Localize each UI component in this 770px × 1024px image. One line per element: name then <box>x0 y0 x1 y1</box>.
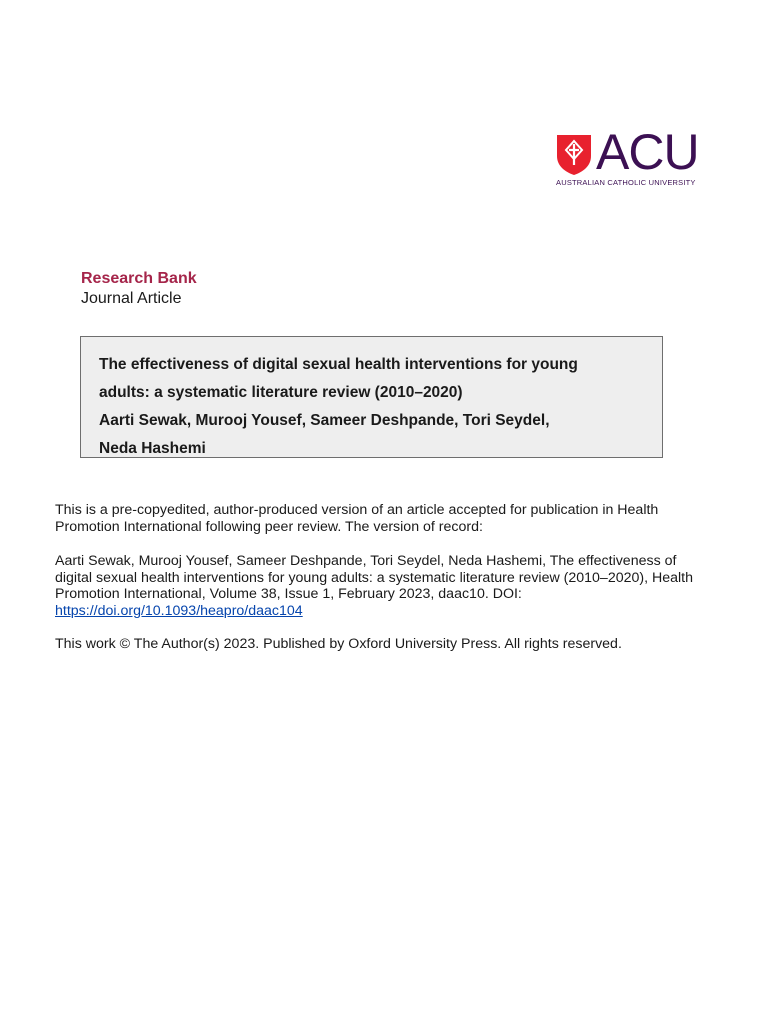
citation-line: Promotion International, Volume 38, Issue 1, February 2023, daac10. DOI: <box>55 586 522 602</box>
version-notice <box>55 502 745 535</box>
acu-logo <box>556 124 726 190</box>
citation-block <box>55 553 760 619</box>
notice-line: Promotion International following peer review. The version of record: <box>55 518 483 535</box>
citation-line: digital sexual health interventions for young adults: a systematic literature review (2010–2020), Health <box>55 569 694 586</box>
notice-line: This is a pre-copyedited, author-produced version of an article accepted for publication in Health <box>55 502 659 518</box>
article-authors-line: Aarti Sewak, Murooj Yousef, Sameer Deshpande, Tori Seydel, <box>99 412 550 429</box>
article-title-line: adults: a systematic literature review (2010–2020) <box>99 384 463 401</box>
repository-label: Research Bank <box>81 270 197 287</box>
acu-shield-icon <box>556 134 592 176</box>
article-authors-line: Neda Hashemi <box>99 440 206 457</box>
article-title-line: The effectiveness of digital sexual health interventions for young <box>99 356 578 373</box>
logo-wordmark: ACU <box>596 124 699 180</box>
copyright-statement: This work © The Author(s) 2023. Published by Oxford University Press. All rights reserved. <box>55 636 622 652</box>
logo-tagline: AUSTRALIAN CATHOLIC UNIVERSITY <box>556 178 696 187</box>
item-type-label: Journal Article <box>81 290 182 307</box>
citation-line: Aarti Sewak, Murooj Yousef, Sameer Deshpande, Tori Seydel, Neda Hashemi, The effectiveness of <box>55 553 677 569</box>
article-title-box <box>80 336 663 458</box>
doi-link[interactable]: https://doi.org/10.1093/heapro/daac104 <box>55 602 303 619</box>
